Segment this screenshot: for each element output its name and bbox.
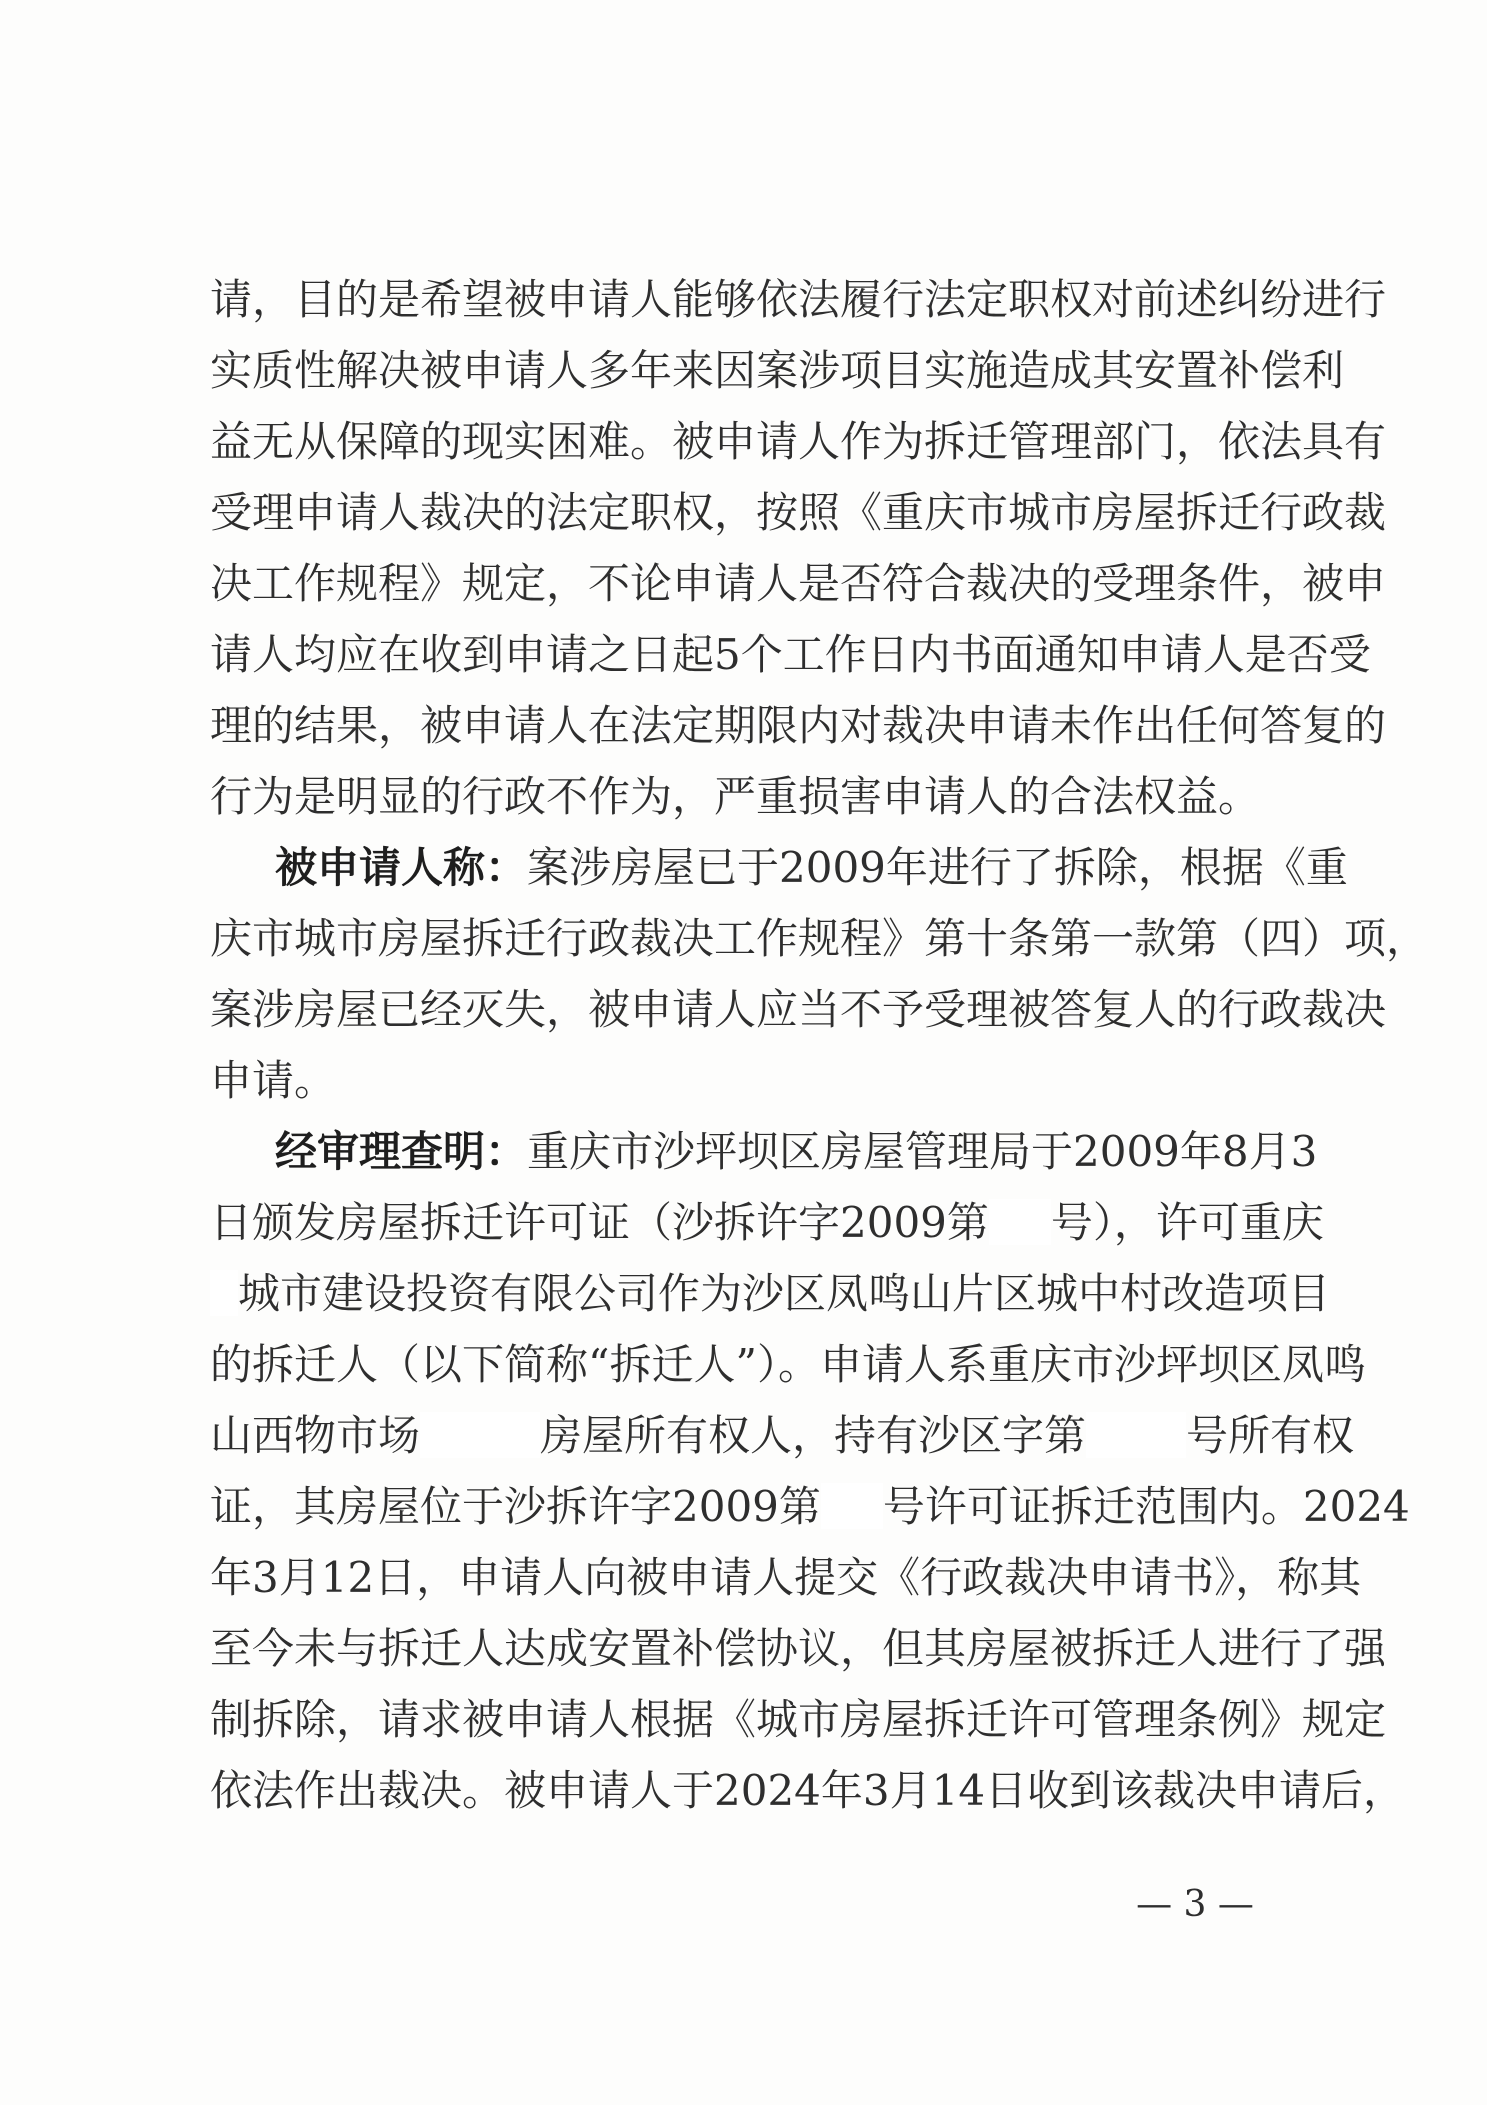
text-line: 案涉房屋已经灭失，被申请人应当不予受理被答复人的行政裁决 xyxy=(210,985,1387,1034)
text-line: 实质性解决被申请人多年来因案涉项目实施造成其安置补偿利 xyxy=(210,346,1345,395)
text-line: 年3月12日，申请人向被申请人提交《行政裁决申请书》，称其 xyxy=(210,1553,1362,1602)
text-span: 证，其房屋位于沙拆许字2009第 xyxy=(210,1482,821,1531)
text-line: 的拆迁人（以下简称“拆迁人”）。申请人系重庆市沙坪坝区凤鸣 xyxy=(210,1340,1366,1389)
redaction xyxy=(821,1483,883,1529)
redaction xyxy=(420,1412,540,1458)
findings-line xyxy=(275,1122,1318,1182)
text-span: 重庆市沙坪坝区房屋管理局于2009年8月3 xyxy=(527,1127,1318,1176)
page-number: — 3 — xyxy=(1136,1884,1254,1925)
redaction xyxy=(1086,1412,1186,1458)
text-line: 决工作规程》规定，不论申请人是否符合裁决的受理条件，被申 xyxy=(210,559,1387,608)
text-span: 号许可证拆迁范围内。2024 xyxy=(882,1482,1410,1531)
text-span: 案涉房屋已于2009年进行了拆除，根据《重 xyxy=(527,843,1348,892)
text-line xyxy=(210,1477,1410,1537)
text-span: 城市建设投资有限公司作为沙区凤鸣山片区城中村改造项目 xyxy=(238,1269,1331,1318)
text-line: 行为是明显的行政不作为，严重损害申请人的合法权益。 xyxy=(210,772,1261,821)
text-line: 申请。 xyxy=(210,1056,337,1105)
text-span: 日颁发房屋拆迁许可证（沙拆许字2009第 xyxy=(210,1198,989,1247)
text-line xyxy=(210,1406,1355,1466)
text-span: 号所有权 xyxy=(1186,1411,1355,1460)
text-line: 至今未与拆迁人达成安置补偿协议，但其房屋被拆迁人进行了强 xyxy=(210,1624,1387,1673)
text-line xyxy=(210,1264,1331,1324)
text-line: 理的结果，被申请人在法定期限内对裁决申请未作出任何答复的 xyxy=(210,701,1387,750)
text-line: 庆市城市房屋拆迁行政裁决工作规程》第十条第一款第（四）项， xyxy=(210,914,1429,963)
redaction xyxy=(210,1270,238,1316)
text-span: 号），许可重庆 xyxy=(1050,1198,1324,1247)
respondent-statement-line xyxy=(275,838,1348,898)
text-line xyxy=(210,1193,1324,1253)
text-span: 山西物市场 xyxy=(210,1411,421,1460)
text-line: 受理申请人裁决的法定职权，按照《重庆市城市房屋拆迁行政裁 xyxy=(210,488,1387,537)
text-span: 房屋所有权人，持有沙区字第 xyxy=(540,1411,1087,1460)
respondent-statement-label: 被申请人称： xyxy=(275,843,528,892)
text-line: 益无从保障的现实困难。被申请人作为拆迁管理部门，依法具有 xyxy=(210,417,1387,466)
findings-label: 经审理查明： xyxy=(275,1127,528,1176)
text-line: 依法作出裁决。被申请人于2024年3月14日收到该裁决申请后， xyxy=(210,1766,1406,1815)
text-line: 制拆除，请求被申请人根据《城市房屋拆迁许可管理条例》规定 xyxy=(210,1695,1387,1744)
text-line: 请，目的是希望被申请人能够依法履行法定职权对前述纠纷进行 xyxy=(210,275,1387,324)
text-line: 请人均应在收到申请之日起5个工作日内书面通知申请人是否受 xyxy=(210,630,1371,679)
redaction xyxy=(989,1199,1051,1245)
